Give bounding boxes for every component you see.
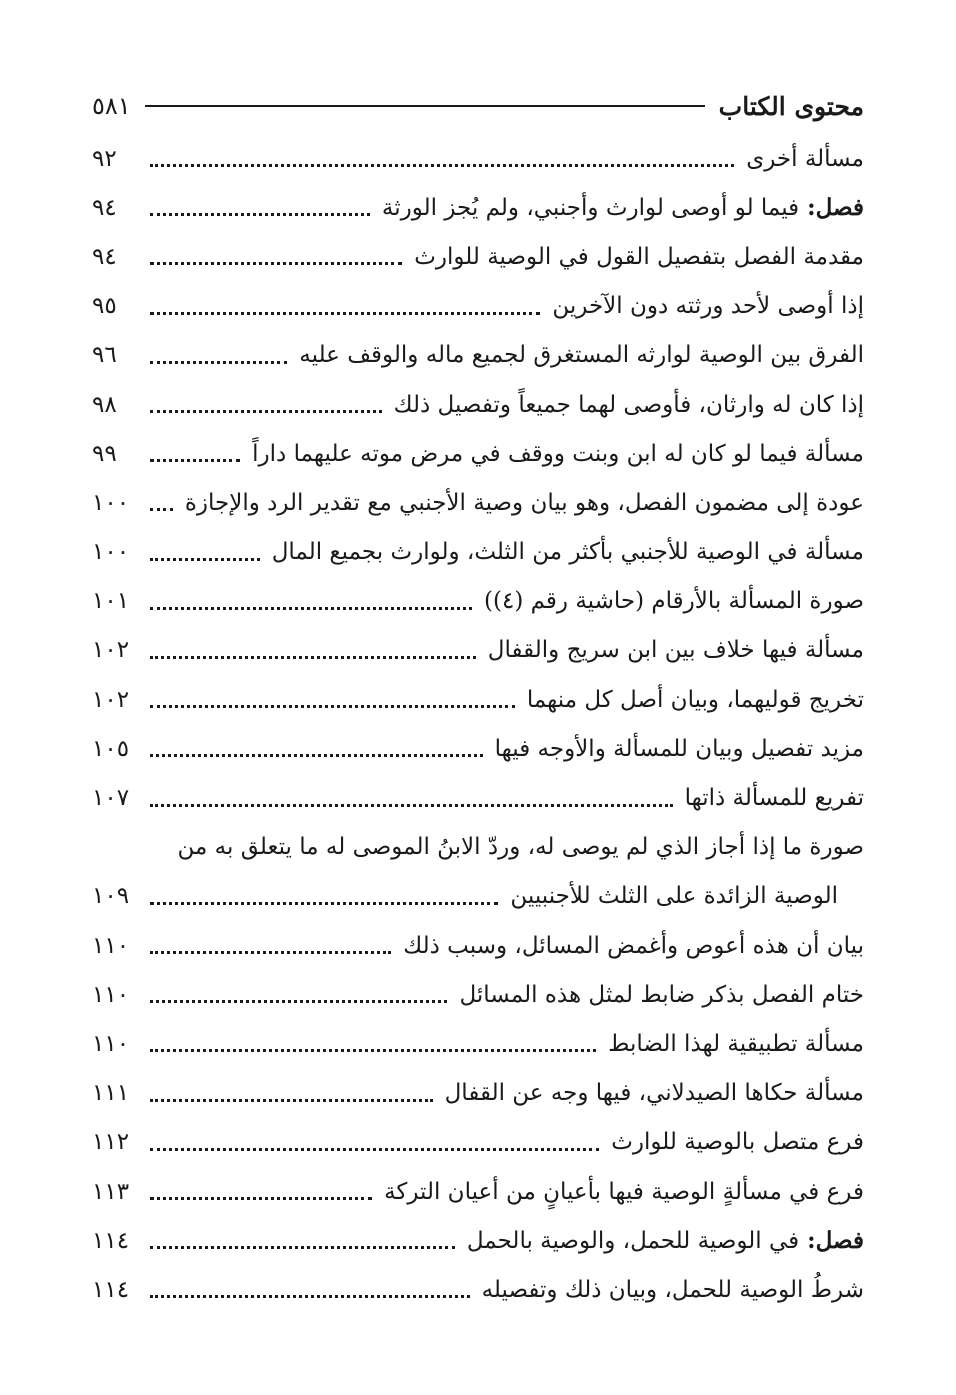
toc-entry-text: شرطُ الوصية للحمل، وبيان ذلك وتفصيله	[481, 1276, 864, 1303]
toc-entry-text: صورة ما إذا أجاز الذي لم يوصى له، وردّ الابنُ الموصى له ما يتعلق به من	[177, 834, 864, 861]
toc-page-number: ٩٤	[92, 194, 117, 221]
toc-entry-text: تفريع للمسألة ذاتها	[684, 785, 864, 812]
toc-entry-text: الوصية الزائدة على الثلث للأجنبيين	[510, 883, 838, 910]
toc-page-number: ١٠٩	[92, 883, 130, 910]
dot-leader	[150, 1099, 433, 1102]
toc-entry-text: مقدمة الفصل بتفصيل القول في الوصية للوارث	[414, 243, 864, 270]
toc-entry-title	[467, 1227, 864, 1254]
toc-entry	[92, 773, 864, 822]
toc-entry	[92, 823, 864, 872]
toc-entry	[92, 626, 864, 675]
toc-entry-text: صورة المسألة بالأرقام (حاشية رقم (٤))	[484, 588, 864, 615]
page-number: ٥٨١	[92, 92, 131, 120]
toc-entry-title	[185, 490, 864, 516]
toc-entry	[92, 429, 864, 478]
toc-entry-title	[299, 342, 864, 368]
toc-entry-title	[382, 194, 864, 221]
toc-page-number: ٩٩	[92, 440, 117, 467]
toc-page-number: ١٠٠	[92, 539, 130, 566]
toc-page-number: ١١٠	[92, 932, 130, 959]
toc-entry-title	[746, 146, 864, 172]
dot-leader	[150, 164, 734, 167]
toc-entry-text: إذا أوصى لأحد ورثته دون الآخرين	[552, 293, 864, 320]
dot-leader	[150, 705, 515, 708]
toc-entry-title	[414, 244, 864, 270]
toc-entry-title	[527, 687, 864, 713]
dot-leader	[150, 410, 382, 413]
toc-page-number: ٩٨	[92, 391, 117, 418]
toc-entry	[92, 1019, 864, 1068]
running-title: محتوى الكتاب	[718, 91, 864, 121]
header-rule	[145, 105, 705, 107]
dot-leader	[150, 1000, 447, 1003]
toc-entry-title	[552, 293, 864, 319]
toc-entry-title	[484, 588, 864, 614]
toc-entry-text: فرع في مسألةٍ الوصية فيها بأعيانٍ من أعيان التركة	[384, 1178, 864, 1205]
dot-leader	[150, 312, 540, 315]
toc-entry-text: مزيد تفصيل وبيان للمسألة والأوجه فيها	[494, 735, 864, 762]
toc-entry	[92, 1265, 864, 1314]
toc-page-number: ٩٢	[92, 145, 117, 172]
toc-entry-text: مسألة حكاها الصيدلاني، فيها وجه عن القفال	[444, 1080, 864, 1107]
dot-leader	[150, 1295, 470, 1298]
toc-entry	[92, 577, 864, 626]
toc-entry-text: ختام الفصل بذكر ضابط لمثل هذه المسائل	[459, 981, 864, 1008]
toc-entry-text: فرع متصل بالوصية للوارث	[611, 1129, 864, 1156]
toc-entry	[92, 1216, 864, 1265]
toc-entry	[92, 1118, 864, 1167]
dot-leader	[150, 262, 402, 265]
dot-leader	[150, 754, 483, 757]
dot-leader	[150, 656, 476, 659]
toc-page-number: ١١٠	[92, 1030, 130, 1057]
toc-entry-title	[482, 1277, 864, 1303]
toc-page-number: ١١٤	[92, 1227, 130, 1254]
toc-entry-title	[178, 834, 864, 860]
toc-entry-text: الفرق بين الوصية لوارثه المستغرق لجميع ماله والوقف عليه	[299, 342, 864, 369]
toc-entry	[92, 872, 864, 921]
toc-entry-title	[608, 1031, 864, 1057]
dot-leader	[150, 1246, 455, 1249]
toc-entry-text: عودة إلى مضمون الفصل، وهو بيان وصية الأجنبي مع تقدير الرد والإجازة	[184, 489, 864, 516]
toc-page-number: ٩٤	[92, 243, 117, 270]
toc-page-number: ١٠٠	[92, 489, 130, 516]
toc-entry-text: تخريج قوليهما، وبيان أصل كل منهما	[526, 686, 864, 713]
toc-page-number: ١٠١	[92, 588, 130, 615]
toc-entry	[92, 380, 864, 429]
dot-leader	[150, 902, 498, 905]
toc-entry-title	[384, 1179, 864, 1205]
toc-page-number: ١١٢	[92, 1129, 130, 1156]
page-header	[92, 86, 864, 126]
toc-entry	[92, 675, 864, 724]
toc-entry-text: مسألة فيها خلاف بين ابن سريج والقفال	[487, 637, 864, 664]
toc-page-number: ١١١	[92, 1080, 130, 1107]
toc-entry-title	[685, 785, 864, 811]
dot-leader	[150, 508, 173, 511]
toc-entry-text: إذا كان له وارثان، فأوصى لهما جميعاً وتفصيل ذلك	[393, 391, 864, 418]
toc-entry-title	[611, 1129, 864, 1155]
toc-page-number: ١١٠	[92, 981, 130, 1008]
toc-entry	[92, 134, 864, 183]
toc-entry-text: مسألة فيما لو كان له ابن وبنت ووقف في مرض موته عليهما داراً	[252, 440, 864, 467]
toc-page-number: ١١٤	[92, 1276, 130, 1303]
table-of-contents	[92, 134, 864, 1315]
toc-entry	[92, 331, 864, 380]
toc-entry-title	[459, 982, 864, 1008]
dot-leader	[150, 361, 287, 364]
dot-leader	[150, 459, 240, 462]
toc-entry-text: بيان أن هذه أعوص وأغمض المسائل، وسبب ذلك	[403, 932, 864, 959]
dot-leader	[150, 951, 391, 954]
toc-page-number: ١٠٧	[92, 785, 130, 812]
toc-entry-title	[403, 933, 864, 959]
toc-entry	[92, 724, 864, 773]
toc-entry-title	[252, 441, 864, 467]
toc-page-number: ٩٦	[92, 342, 117, 369]
toc-entry	[92, 478, 864, 527]
toc-entry	[92, 1069, 864, 1118]
toc-entry-title	[488, 637, 864, 663]
toc-entry-title	[394, 392, 864, 418]
toc-entry-text: فيما لو أوصى لوارث وأجنبي، ولم يُجز الورثة	[381, 195, 800, 222]
toc-entry	[92, 1167, 864, 1216]
section-label: فصل:	[799, 194, 864, 222]
dot-leader	[150, 1148, 599, 1151]
toc-page-number: ١٠٢	[92, 686, 130, 713]
toc-entry-text: مسألة أخرى	[746, 145, 864, 172]
toc-entry-title	[510, 883, 838, 909]
toc-entry-title	[445, 1080, 864, 1106]
dot-leader	[150, 804, 673, 807]
toc-entry	[92, 183, 864, 232]
toc-entry	[92, 528, 864, 577]
dot-leader	[150, 607, 472, 610]
toc-entry	[92, 282, 864, 331]
toc-entry-title	[495, 736, 864, 762]
dot-leader	[150, 213, 370, 216]
toc-entry	[92, 921, 864, 970]
toc-entry	[92, 970, 864, 1019]
toc-page-number: ١١٣	[92, 1178, 130, 1205]
toc-entry-text: مسألة تطبيقية لهذا الضابط	[608, 1030, 864, 1057]
dot-leader	[150, 1049, 596, 1052]
dot-leader	[150, 1197, 372, 1200]
toc-page-number: ١٠٢	[92, 637, 130, 664]
toc-entry-text: في الوصية للحمل، والوصية بالحمل	[466, 1228, 800, 1255]
toc-entry-title	[272, 539, 864, 565]
section-label: فصل:	[799, 1227, 864, 1255]
toc-entry	[92, 232, 864, 281]
toc-page-number: ٩٥	[92, 293, 117, 320]
toc-page-number: ١٠٥	[92, 735, 130, 762]
toc-entry-text: مسألة في الوصية للأجنبي بأكثر من الثلث، ولوارث بجميع المال	[271, 539, 864, 566]
dot-leader	[150, 558, 260, 561]
